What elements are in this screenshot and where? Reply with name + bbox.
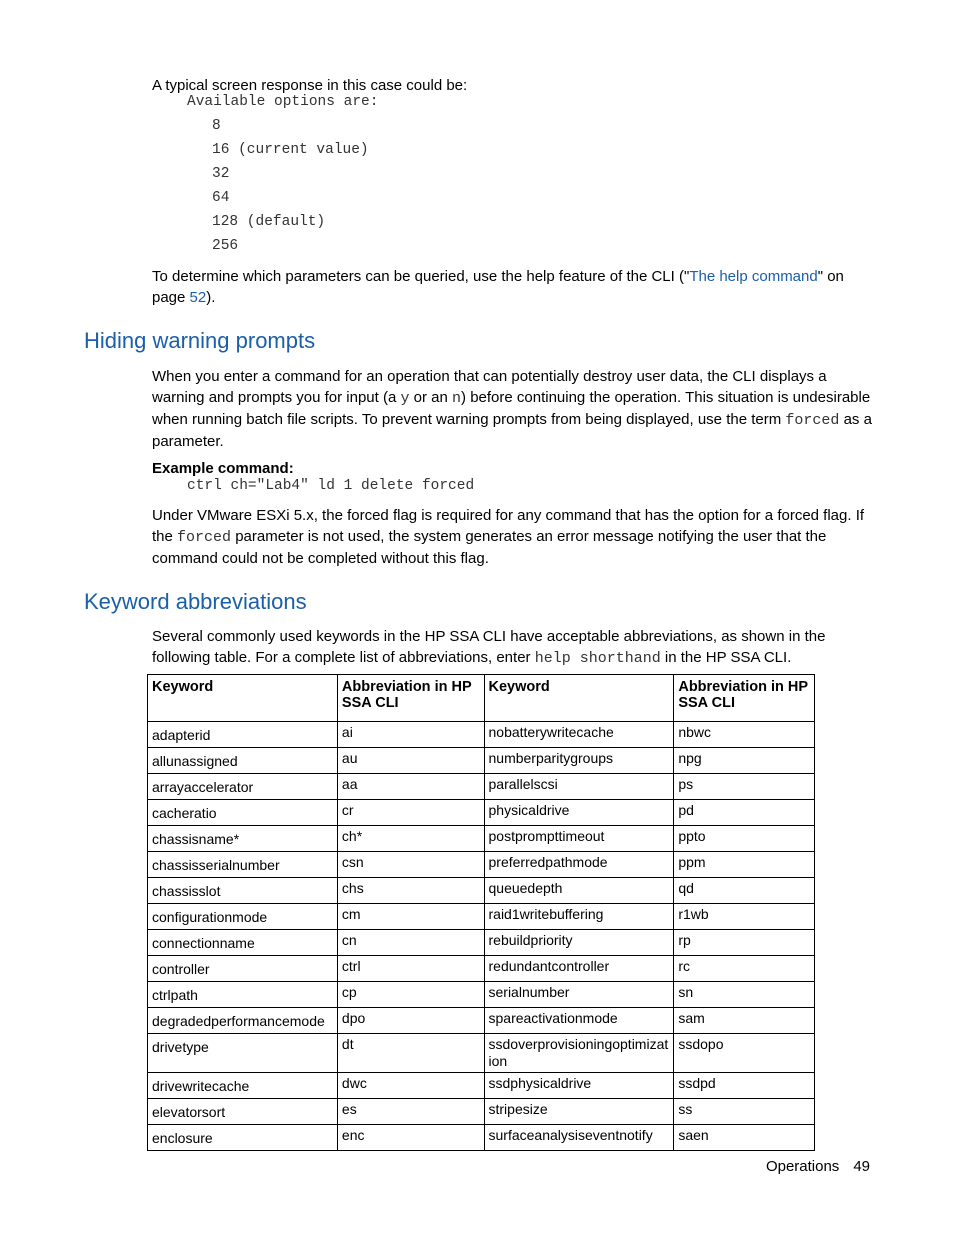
- header-abbrev-2: Abbreviation in HP SSA CLI: [674, 675, 815, 722]
- esxi-text-2: parameter is not used, the system generates an error message notifying the user that the command could not be completed without this flag.: [152, 528, 827, 567]
- abbreviation-cell: ppm: [674, 852, 815, 878]
- keyword-cell: ctrlpath: [148, 982, 338, 1008]
- table-row: [148, 826, 815, 852]
- keyword-cell: numberparitygroups: [484, 748, 674, 774]
- abbreviation-cell: pd: [674, 800, 815, 826]
- keyword-cell: ssdphysicaldrive: [484, 1073, 674, 1099]
- response-option: 128 (default): [212, 214, 326, 230]
- params-text-3: ).: [206, 289, 216, 306]
- intro-text: A typical screen response in this case could be:: [152, 77, 468, 94]
- keyword-cell: physicaldrive: [484, 800, 674, 826]
- header-abbrev-1: Abbreviation in HP SSA CLI: [337, 675, 484, 722]
- abbrev-text-1: Several commonly used keywords in the HP SSA CLI have acceptable abbreviations, as shown in the following table. For a complete list of abbreviations, enter: [152, 628, 826, 666]
- abbreviation-cell: rc: [674, 956, 815, 982]
- keyword-cell: degradedperformancemode: [148, 1008, 338, 1034]
- response-option: 256: [212, 238, 239, 254]
- table-row: [148, 930, 815, 956]
- esxi-paragraph: [152, 505, 874, 569]
- abbreviation-cell: rp: [674, 930, 815, 956]
- keyword-cell: rebuildpriority: [484, 930, 674, 956]
- response-option: 32: [212, 166, 230, 182]
- keyword-cell: chassisserialnumber: [148, 852, 338, 878]
- table-header-row: [148, 675, 815, 722]
- header-keyword-1: Keyword: [148, 675, 338, 722]
- keyword-cell: adapterid: [148, 722, 338, 748]
- keyword-cell: postprompttimeout: [484, 826, 674, 852]
- response-option: 64: [212, 190, 230, 206]
- keyword-cell: serialnumber: [484, 982, 674, 1008]
- table-row: [148, 722, 815, 748]
- abbreviation-cell: dwc: [337, 1073, 484, 1099]
- abbreviation-cell: npg: [674, 748, 815, 774]
- keyword-cell: parallelscsi: [484, 774, 674, 800]
- code-forced: forced: [785, 412, 840, 429]
- params-paragraph: [152, 266, 874, 308]
- header-keyword-2: Keyword: [484, 675, 674, 722]
- example-code: ctrl ch="Lab4" ld 1 delete forced: [187, 478, 475, 494]
- help-command-link[interactable]: The help command: [689, 268, 818, 285]
- abbreviation-cell: ctrl: [337, 956, 484, 982]
- table-row: [148, 1099, 815, 1125]
- keyword-cell: raid1writebuffering: [484, 904, 674, 930]
- abbreviation-cell: ch*: [337, 826, 484, 852]
- code-help-shorthand: help shorthand: [534, 650, 661, 667]
- response-option: 8: [212, 118, 221, 134]
- code-forced-2: forced: [177, 529, 232, 546]
- warning-text-2: or an: [409, 389, 453, 406]
- keyword-cell: nobatterywritecache: [484, 722, 674, 748]
- abbreviation-cell: cp: [337, 982, 484, 1008]
- abbreviation-cell: ss: [674, 1099, 815, 1125]
- keyword-cell: enclosure: [148, 1125, 338, 1151]
- table-row: [148, 982, 815, 1008]
- response-option: 16 (current value): [212, 142, 369, 158]
- abbreviation-cell: cm: [337, 904, 484, 930]
- section-title-hiding-warning-prompts: Hiding warning prompts: [84, 328, 316, 353]
- keyword-cell: drivetype: [148, 1034, 338, 1073]
- abbreviation-cell: ppto: [674, 826, 815, 852]
- warning-paragraph: [152, 366, 874, 452]
- abbreviation-cell: saen: [674, 1125, 815, 1151]
- keyword-cell: configurationmode: [148, 904, 338, 930]
- abbreviation-cell: dpo: [337, 1008, 484, 1034]
- section-title-keyword-abbreviations: Keyword abbreviations: [84, 589, 307, 614]
- table-row: [148, 1125, 815, 1151]
- table-row: [148, 878, 815, 904]
- keyword-cell: drivewritecache: [148, 1073, 338, 1099]
- keyword-cell: preferredpathmode: [484, 852, 674, 878]
- table-row: [148, 956, 815, 982]
- abbreviation-cell: sn: [674, 982, 815, 1008]
- abbreviation-cell: ssdopo: [674, 1034, 815, 1073]
- abbreviation-cell: ai: [337, 722, 484, 748]
- abbreviation-cell: aa: [337, 774, 484, 800]
- keyword-cell: chassisname*: [148, 826, 338, 852]
- code-n: n: [452, 390, 462, 407]
- code-y: y: [400, 390, 410, 407]
- abbreviation-cell: enc: [337, 1125, 484, 1151]
- abbreviation-cell: qd: [674, 878, 815, 904]
- abbreviation-cell: dt: [337, 1034, 484, 1073]
- keyword-cell: redundantcontroller: [484, 956, 674, 982]
- keyword-cell: spareactivationmode: [484, 1008, 674, 1034]
- table-row: [148, 748, 815, 774]
- table-row: [148, 1034, 815, 1073]
- keyword-cell: queuedepth: [484, 878, 674, 904]
- params-text-1: To determine which parameters can be queried, use the help feature of the CLI (": [152, 268, 690, 285]
- abbreviation-cell: cn: [337, 930, 484, 956]
- keyword-cell: controller: [148, 956, 338, 982]
- footer-page-number: 49: [853, 1158, 870, 1175]
- abbrev-paragraph: [152, 626, 874, 669]
- esxi-text-1: Under VMware ESXi 5.x, the forced flag is required for any command that has the option for a forced flag. If the: [152, 507, 865, 545]
- response-header: Available options are:: [187, 94, 379, 110]
- table-row: [148, 1008, 815, 1034]
- abbreviation-cell: nbwc: [674, 722, 815, 748]
- abbreviation-cell: ssdpd: [674, 1073, 815, 1099]
- table-row: [148, 800, 815, 826]
- abbreviation-cell: sam: [674, 1008, 815, 1034]
- warning-text-4: as a parameter.: [152, 411, 872, 450]
- keyword-cell: arrayaccelerator: [148, 774, 338, 800]
- params-text-2: " on page: [152, 268, 844, 306]
- abbreviation-cell: es: [337, 1099, 484, 1125]
- table-row: [148, 1073, 815, 1099]
- abbreviation-cell: chs: [337, 878, 484, 904]
- warning-text-1: When you enter a command for an operation that can potentially destroy user data, the CLI displays a warning and prompts you for input (a: [152, 368, 827, 406]
- abbreviation-cell: ps: [674, 774, 815, 800]
- keyword-cell: cacheratio: [148, 800, 338, 826]
- page-link[interactable]: 52: [189, 289, 207, 306]
- warning-text-3: ) before continuing the operation. This situation is undesirable when running batch file scripts. To prevent warning prompts from being displayed, use the term: [152, 389, 871, 428]
- keyword-cell: ssdoverprovisioningoptimization: [484, 1034, 674, 1073]
- table-row: [148, 774, 815, 800]
- abbreviation-cell: r1wb: [674, 904, 815, 930]
- page-footer: [752, 1158, 870, 1175]
- abbrev-text-2: in the HP SSA CLI.: [660, 649, 792, 666]
- keyword-abbreviation-table: [147, 674, 815, 1151]
- keyword-cell: surfaceanalysiseventnotify: [484, 1125, 674, 1151]
- table-row: [148, 852, 815, 878]
- abbreviation-cell: au: [337, 748, 484, 774]
- abbreviation-cell: csn: [337, 852, 484, 878]
- keyword-cell: allunassigned: [148, 748, 338, 774]
- table-row: [148, 904, 815, 930]
- keyword-cell: connectionname: [148, 930, 338, 956]
- keyword-cell: elevatorsort: [148, 1099, 338, 1125]
- keyword-cell: chassisslot: [148, 878, 338, 904]
- abbreviation-cell: cr: [337, 800, 484, 826]
- footer-section: Operations: [765, 1158, 840, 1175]
- keyword-cell: stripesize: [484, 1099, 674, 1125]
- example-label: Example command:: [152, 460, 294, 477]
